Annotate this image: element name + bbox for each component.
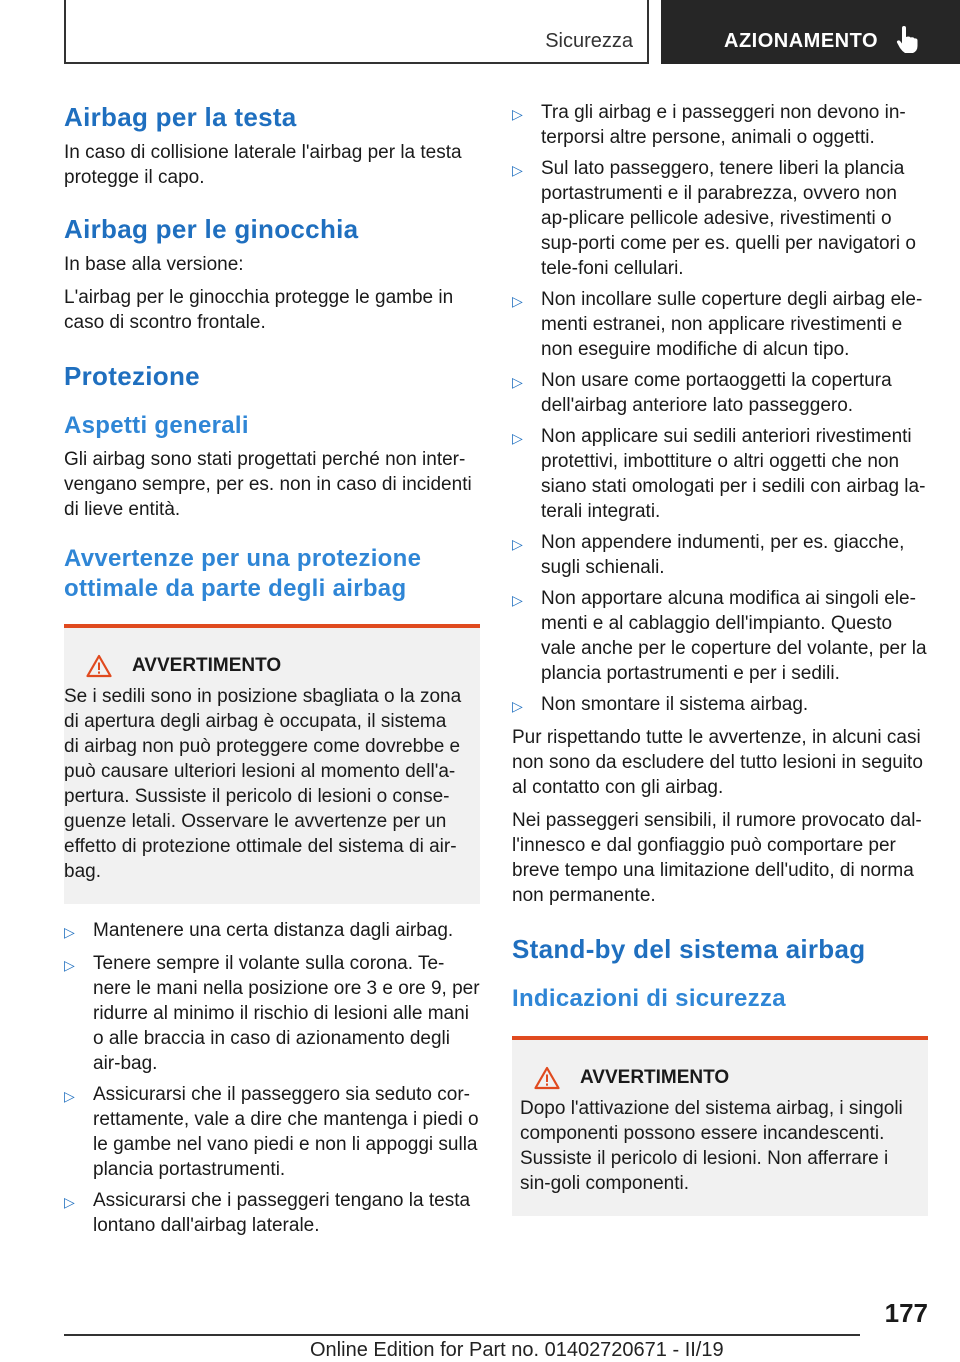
header-section-title: Sicurezza bbox=[545, 30, 633, 52]
triangle-right-outline-icon: ▷ bbox=[512, 374, 523, 390]
heading-optimal-protection: Avvertenze per una protezione ottimale da parte degli airbag bbox=[64, 545, 422, 602]
bullet-list-left bbox=[64, 918, 480, 1238]
triangle-right-outline-icon: ▷ bbox=[512, 106, 523, 122]
header-chapter-title: AZIONAMENTO bbox=[724, 30, 879, 52]
heading-protection: Protezione bbox=[64, 361, 200, 391]
hand-pointer-icon bbox=[896, 26, 918, 54]
list-item: ▷ Assicurarsi che i passeggeri tengano la testa lontano dall'airbag laterale. bbox=[64, 1190, 471, 1236]
heading-airbag-standby: Stand-by del sistema airbag bbox=[512, 934, 866, 964]
warning-triangle-icon bbox=[86, 654, 112, 678]
triangle-right-outline-icon: ▷ bbox=[512, 592, 523, 608]
triangle-right-outline-icon: ▷ bbox=[64, 957, 75, 973]
header-chapter-tab bbox=[661, 0, 960, 64]
warning-text-seats: Se i sedili sono in posizione sbagliata o la zona di apertura degli airbag è occupata, il sistema di airbag non può proteggere come dovrebbe e può causare ulteriori lesioni al momento dell'a-pertura. Sussiste il pericolo di lesioni o conse-guenze letali. Osservare le avvertenze per un effetto di protezione ottimale del sistema di air-bag. bbox=[64, 686, 462, 882]
list-item: ▷ Mantenere una certa distanza dagli airbag. bbox=[64, 918, 480, 945]
triangle-right-outline-icon: ▷ bbox=[64, 924, 75, 940]
text-residual-injuries: Pur rispettando tutte le avvertenze, in alcuni casi non sono da escludere del tutto lesioni in seguito al contatto con gli airbag. bbox=[512, 727, 923, 798]
heading-knee-airbag: Airbag per le ginocchia bbox=[64, 214, 359, 244]
list-item: ▷ Assicurarsi che il passeggero sia seduto cor-rettamente, vale a dire che mantenga i piedi o le gambe nel vano piedi e non li appoggi sulla plancia portastrumenti. bbox=[64, 1084, 479, 1180]
header-section-frame bbox=[64, 0, 649, 64]
text-knee-version: In base alla versione: bbox=[64, 254, 244, 275]
right-column bbox=[512, 100, 928, 1216]
list-item: ▷ Non smontare il sistema airbag. bbox=[512, 692, 928, 719]
left-column bbox=[64, 100, 480, 1244]
heading-general-aspects: Aspetti generali bbox=[64, 412, 249, 439]
warning-title: AVVERTIMENTO bbox=[580, 1067, 730, 1088]
heading-head-airbag: Airbag per la testa bbox=[64, 102, 297, 132]
triangle-right-outline-icon: ▷ bbox=[64, 1088, 75, 1104]
list-item: ▷ Non apportare alcuna modifica ai singoli ele-menti e al cablaggio dell'impianto. Questo vale anche per le coperture del volante, per la plancia portastrumenti e per i sedili. bbox=[512, 588, 927, 684]
warning-text-hot-components: Dopo l'attivazione del sistema airbag, i singoli componenti possono essere incandescenti. Sussiste il pericolo di lesioni. Non afferrare i sin-goli componenti. bbox=[520, 1098, 903, 1194]
list-item: ▷ Tenere sempre il volante sulla corona. Te-nere le mani nella posizione ore 3 e ore 9, per ridurre al minimo il rischio di lesioni alle mani o alle braccia in caso di azionamento degli air-bag. bbox=[64, 953, 480, 1074]
text-knee-airbag: L'airbag per le ginocchia protegge le gambe in caso di scontro frontale. bbox=[64, 287, 454, 333]
page-number: 177 bbox=[884, 1298, 928, 1328]
triangle-right-outline-icon: ▷ bbox=[512, 430, 523, 446]
text-noise-hearing: Nei passeggeri sensibili, il rumore provocato dal-l'innesco e dal gonfiaggio può comportare per breve tempo una limitazione dell'udito, di norma non permanente. bbox=[512, 810, 922, 906]
warning-triangle-icon bbox=[534, 1066, 560, 1090]
triangle-right-outline-icon: ▷ bbox=[64, 1194, 75, 1210]
warning-title: AVVERTIMENTO bbox=[132, 655, 282, 676]
triangle-right-outline-icon: ▷ bbox=[512, 293, 523, 309]
text-head-airbag: In caso di collisione laterale l'airbag per la testa protegge il capo. bbox=[64, 142, 462, 188]
list-item: ▷ Non usare come portaoggetti la copertura dell'airbag anteriore lato passeggero. bbox=[512, 370, 892, 416]
list-item: ▷ Tra gli airbag e i passeggeri non devono in-terporsi altre persone, animali o oggetti. bbox=[512, 102, 906, 148]
list-item: ▷ Non incollare sulle coperture degli airbag ele-menti estranei, non applicare rivestimenti e non eseguire modifiche di alcun tipo. bbox=[512, 289, 923, 360]
triangle-right-outline-icon: ▷ bbox=[512, 536, 523, 552]
triangle-right-outline-icon: ▷ bbox=[512, 162, 523, 178]
list-item: ▷ Sul lato passeggero, tenere liberi la plancia portastrumenti e il parabrezza, ovvero non ap-plicare pellicole adesive, rivestimenti o sup-porti come per es. quelli per navigatori o tele-foni cellulari. bbox=[512, 158, 916, 279]
list-item: ▷ Non appendere indumenti, per es. giacche, sugli schienali. bbox=[512, 532, 905, 578]
warning-box-hot-components bbox=[512, 1036, 928, 1216]
heading-safety-notes: Indicazioni di sicurezza bbox=[512, 985, 786, 1012]
warning-box-seats bbox=[64, 624, 480, 904]
list-item: ▷ Non applicare sui sedili anteriori rivestimenti protettivi, imbottiture o altri oggetti che non siano stati omologati per i sedili con airbag la-terali integrati. bbox=[512, 426, 926, 522]
footer-edition: Online Edition for Part no. 01402720671 - II/19 bbox=[310, 1339, 724, 1361]
triangle-right-outline-icon: ▷ bbox=[512, 698, 523, 714]
text-general-aspects: Gli airbag sono stati progettati perché non inter-vengano sempre, per es. non in caso di incidenti di lieve entità. bbox=[64, 449, 472, 520]
bullet-list-right bbox=[512, 100, 928, 719]
footer-divider bbox=[64, 1334, 860, 1336]
